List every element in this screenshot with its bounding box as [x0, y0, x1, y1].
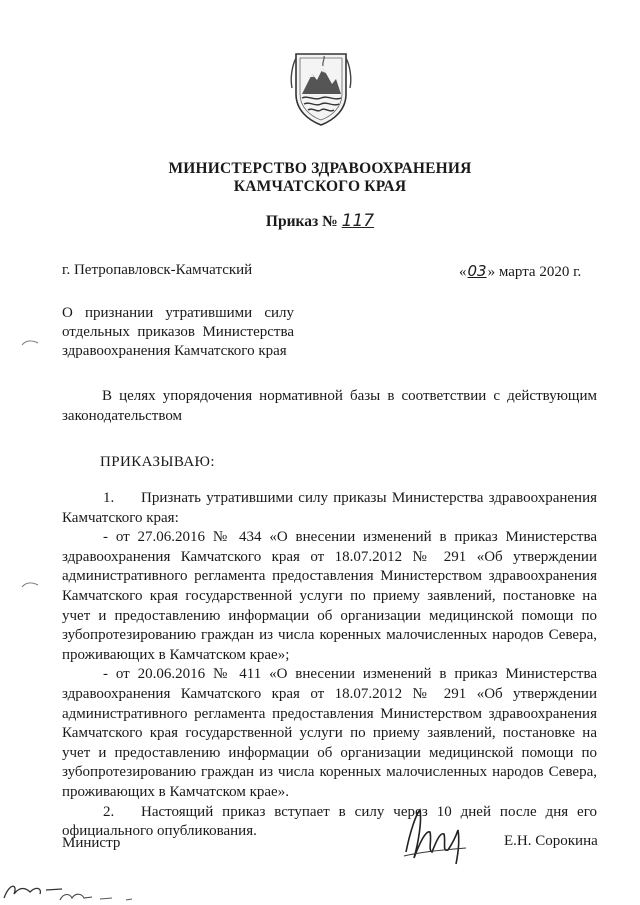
coat-of-arms-icon [290, 48, 352, 128]
margin-scribble [0, 870, 150, 905]
ministry-name-line-2: КАМЧАТСКОГО КРАЯ [233, 178, 407, 195]
date-month-year: » марта 2020 г. [487, 264, 582, 280]
order-verb: ПРИКАЗЫВАЮ: [100, 454, 215, 470]
order-label: Приказ № [265, 213, 338, 230]
order-items [62, 489, 597, 842]
item-number: 2. [103, 803, 115, 820]
date-open-quote: « [459, 264, 467, 280]
margin-mark [20, 580, 40, 590]
order-item-1 [62, 489, 597, 528]
city-name: г. Петропавловск-Камчатский [62, 262, 253, 278]
order-date [459, 262, 581, 281]
signatory-title: Министр [62, 835, 121, 851]
order-subitem-2: - от 20.06.2016 № 411 «О внесении изменений в приказ Министерства здравоохранения Камчатского края от 18.07.2012 № 291 «Об утверждении административного регламента предоставления Министерством здравоохранения Камчатского края государственной услуги по приему заявлений, постановке на учет и предоставлению информации об организации медицинской помощи по зубопротезированию граждан из числа коренных малочисленных народов Севера, проживающих в Камчатском крае». [62, 666, 597, 800]
order-subitem-1: - от 27.06.2016 № 434 «О внесении изменений в приказ Министерства здравоохранения Камчатского края от 18.07.2012 № 291 «Об утверждении административного регламента предоставления Министерством здравоохранения Камчатского края государственной услуги по приему заявлений, постановке на учет и предоставлению информации об организации медицинской помощи по зубопротезированию граждан из числа коренных малочисленных народов Севера, проживающих в Камчатском крае»; [62, 529, 597, 663]
margin-mark [20, 338, 40, 348]
item-text: Признать утратившими силу приказы Министерства здравоохранения Камчатского края: [62, 490, 597, 526]
order-number: 117 [341, 211, 375, 231]
handwritten-signature [400, 802, 470, 867]
ministry-name-line-1: МИНИСТЕРСТВО ЗДРАВООХРАНЕНИЯ [168, 160, 472, 177]
item-number: 1. [103, 490, 115, 506]
order-subject: О признании утратившими силу отдельных приказов Министерства здравоохранения Камчатского края [62, 305, 294, 359]
order-title [0, 211, 640, 231]
item-text: Настоящий приказ вступает в силу через 10 дней после дня его официального опубликования. [62, 803, 597, 840]
preamble-paragraph: В целях упорядочения нормативной базы в соответствии с действующим законодательством [62, 388, 597, 424]
date-day: 03 [467, 262, 487, 280]
signatory-name: Е.Н. Сорокина [504, 833, 598, 849]
